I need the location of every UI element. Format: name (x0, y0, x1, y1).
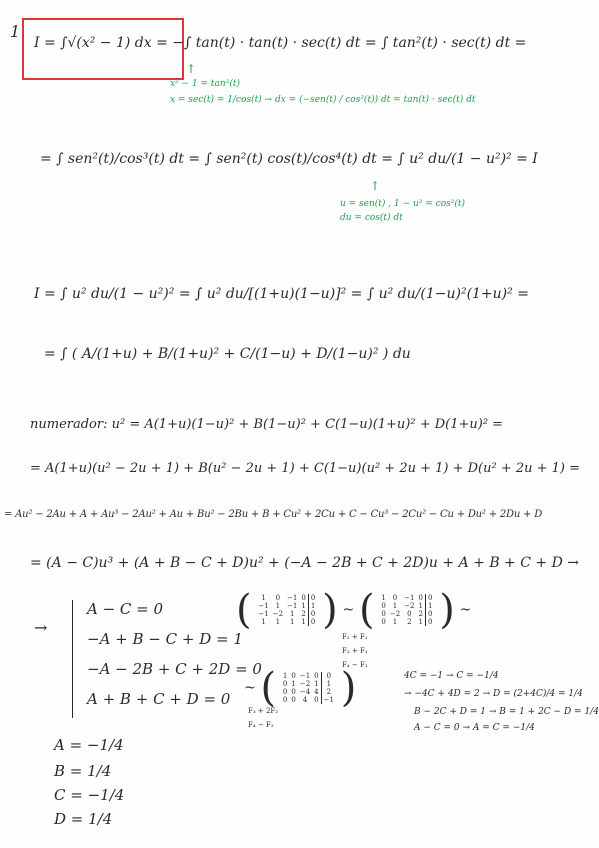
matrix-cell: 1 (301, 618, 306, 626)
matrix-cell: 1 (301, 602, 306, 610)
row-op-1: F₂ + F₁ (342, 633, 368, 641)
row-op-4: F₃ + 2F₂ (248, 707, 279, 715)
line-1: I = ∫√(x² − 1) dx = −∫ tan(t) · tan(t) · sec(t) dt = ∫ tan²(t) · sec(t) dt = (34, 35, 527, 51)
equation-1: A − C = 0 (87, 600, 164, 618)
matrix-cell: −1 (299, 672, 311, 680)
matrix-cell: −2 (299, 680, 311, 688)
answer-d: D = 1/4 (54, 810, 113, 828)
green-note-1: x² − 1 = tan²(t) (170, 79, 240, 89)
matrix-cell: 1 (392, 602, 398, 610)
matrix-cell: −2 (272, 610, 284, 618)
matrix-cell: 0 (275, 594, 281, 602)
matrix-cell: 1 (261, 594, 266, 602)
line-3: I = ∫ u² du/(1 − u²)² = ∫ u² du/[(1+u)(1−u)]² = ∫ u² du/(1−u)²(1+u)² = (34, 286, 529, 302)
matrix-cell: −1 (321, 696, 336, 704)
matrix-cell: −1 (287, 594, 298, 602)
matrix-cell: 0 (425, 610, 434, 618)
equation-system (72, 600, 262, 718)
row-op-3: F₄ − F₁ (342, 661, 368, 669)
matrix-cell: 1 (381, 594, 386, 602)
matrix-cell: 1 (289, 610, 295, 618)
implies-arrow: → (34, 618, 48, 637)
matrix-cell: 1 (291, 680, 296, 688)
matrix-cell: 0 (425, 594, 434, 602)
matrix-cell: 0 (308, 610, 317, 618)
matrix-cell: −1 (258, 610, 269, 618)
equation-2: −A + B − C + D = 1 (87, 630, 243, 648)
line-7: = Au² − 2Au + A + Au³ − 2Au² + Au + Bu² − 2Bu + B + Cu² + 2Cu + C − Cu³ − 2Cu² − Cu + Du² + 2Du + D (4, 509, 543, 520)
matrix-cell: 1 (314, 680, 319, 688)
matrix-cell: 4 (302, 696, 308, 704)
solve-step-1: 4C = −1 → C = −1/4 (404, 671, 499, 681)
matrix-cell: 0 (381, 618, 386, 626)
matrix-cell: 0 (392, 594, 398, 602)
matrix-cell: −4 (299, 688, 311, 696)
solve-step-2: → −4C + 4D = 2 → D = (2+4C)/4 = 1/4 (404, 689, 583, 699)
green-note-2: x = sec(t) = 1/cos(t) → dx = (−sen(t) / cos²(t)) dt = tan(t) · sec(t) dt (170, 95, 476, 105)
solve-step-4: A − C = 0 → A = C = −1/4 (414, 723, 535, 733)
matrix-cell: 0 (291, 672, 296, 680)
matrix-cell: 2 (321, 688, 336, 696)
matrix-cell: 0 (381, 610, 386, 618)
matrix-cell: −1 (287, 602, 298, 610)
matrix-cell: 0 (282, 688, 288, 696)
matrix-cell: 1 (418, 602, 423, 610)
matrix-row-1: ( 1 0 −1 0 0 −1 1 −1 1 1 −1 −2 1 2 0 1 1 1 1 0 ) ~ ( 1 0 −1 0 0 0 1 −2 1 1 0 −2 0 2 0 0 1 2 1 0 ) ~ (236, 587, 472, 633)
row-op-2: F₃ + F₁ (342, 647, 368, 655)
matrix-cell: 1 (321, 680, 336, 688)
matrix-cell: 0 (308, 594, 317, 602)
matrix-cell: 0 (321, 672, 336, 680)
equation-3: −A − 2B + C + 2D = 0 (87, 660, 262, 678)
matrix-cell: 0 (282, 696, 288, 704)
matrix-cell: −1 (258, 602, 269, 610)
line-5: numerador: u² = A(1+u)(1−u)² + B(1−u)² + C(1−u)(1+u)² + D(1+u)² = (30, 417, 504, 432)
matrix-cell: −2 (389, 610, 401, 618)
matrix-cell: 0 (314, 672, 319, 680)
matrix-cell: 1 (275, 618, 281, 626)
line-8: = (A − C)u³ + (A + B − C + D)u² + (−A − 2B + C + 2D)u + A + B + C + D → (30, 555, 579, 571)
matrix-cell: 1 (261, 618, 266, 626)
augmented-matrix-3 (281, 672, 336, 704)
matrix-cell: 0 (291, 688, 296, 696)
green-note-3: u = sen(t) , 1 − u² = cos²(t) (340, 199, 466, 209)
matrix-cell: 0 (301, 594, 306, 602)
arrow-up-icon-2: ↑ (370, 179, 381, 193)
matrix-cell: 1 (418, 618, 423, 626)
matrix-cell: 2 (418, 610, 423, 618)
matrix-cell: 0 (418, 594, 423, 602)
matrix-cell: 0 (308, 618, 317, 626)
augmented-matrix-1 (256, 594, 317, 626)
matrix-cell: 1 (282, 672, 288, 680)
matrix-cell: 2 (407, 618, 412, 626)
matrix-cell: 0 (381, 602, 386, 610)
row-op-5: F₄ − F₂ (248, 721, 274, 729)
answer-a: A = −1/4 (54, 736, 124, 754)
matrix-cell: 1 (308, 602, 317, 610)
line-2: = ∫ sen²(t)/cos³(t) dt = ∫ sen²(t) cos(t)/cos⁴(t) dt = ∫ u² du/(1 − u²)² = I (40, 151, 538, 167)
augmented-matrix-2 (379, 594, 434, 626)
matrix-cell: 0 (425, 618, 434, 626)
matrix-cell: 4 (314, 688, 319, 696)
matrix-cell: 1 (275, 602, 281, 610)
matrix-cell: −1 (404, 594, 415, 602)
matrix-cell: 1 (425, 602, 434, 610)
matrix-cell: 1 (289, 618, 295, 626)
matrix-cell: 0 (407, 610, 412, 618)
matrix-cell: −2 (404, 602, 415, 610)
answer-b: B = 1/4 (54, 762, 112, 780)
solve-step-3: B − 2C + D = 1 → B = 1 + 2C − D = 1/4 (414, 707, 599, 717)
arrow-up-icon: ↑ (186, 62, 197, 76)
matrix-row-2: ~ ( 1 0 −1 0 0 0 1 −2 1 1 0 0 −4 4 2 0 0 4 0 −1 ) (244, 665, 357, 711)
matrix-cell: 2 (301, 610, 306, 618)
matrix-cell: 0 (282, 680, 288, 688)
line-6: = A(1+u)(u² − 2u + 1) + B(u² − 2u + 1) + C(1−u)(u² + 2u + 1) + D(u² + 2u + 1) = (30, 461, 581, 476)
green-note-4: du = cos(t) dt (340, 213, 403, 223)
problem-number: 1 (10, 22, 21, 41)
line-4: = ∫ ( A/(1+u) + B/(1+u)² + C/(1−u) + D/(1−u)² ) du (44, 346, 411, 362)
answer-c: C = −1/4 (54, 786, 125, 804)
matrix-cell: 0 (314, 696, 319, 704)
equation-4: A + B + C + D = 0 (87, 690, 231, 708)
matrix-cell: 0 (291, 696, 296, 704)
matrix-cell: 1 (392, 618, 398, 626)
